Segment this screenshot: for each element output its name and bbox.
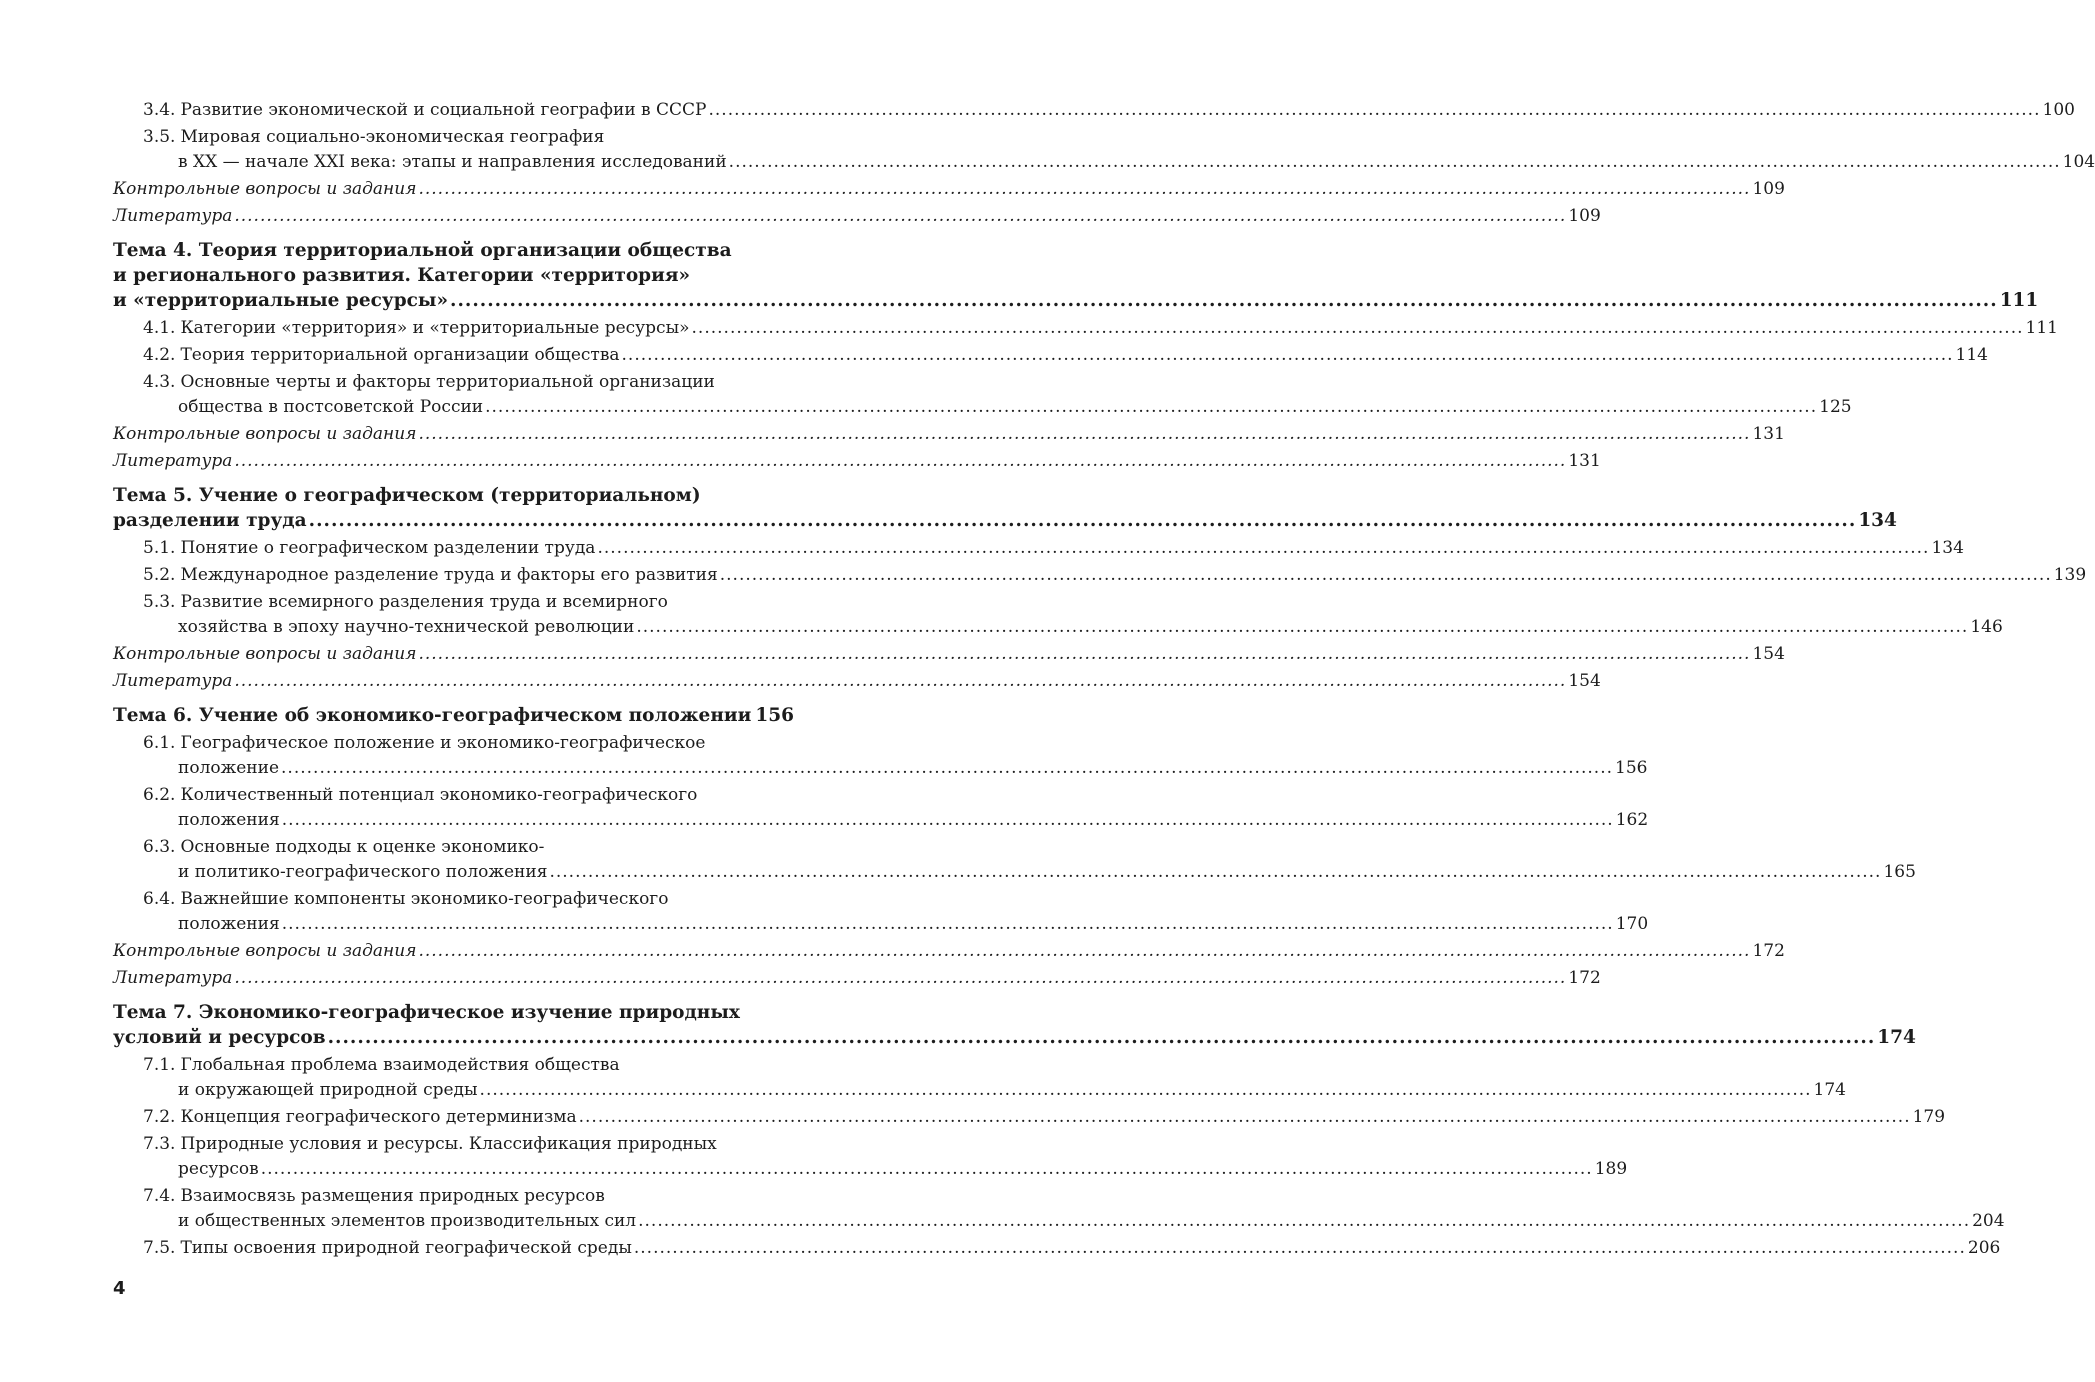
page-ref: 134	[1858, 510, 1897, 531]
toc-entry-line	[143, 1184, 788, 1209]
toc-aux-entry[interactable]	[113, 642, 1785, 667]
toc-entry-line	[143, 536, 1964, 561]
toc-entry-line	[143, 1157, 1628, 1182]
toc-aux-entry[interactable]	[113, 177, 1785, 202]
dot-leader	[309, 508, 1857, 533]
toc-entry-line	[113, 966, 1601, 991]
section-number: 6.2.	[143, 785, 176, 805]
entry-title-text: условий и ресурсов	[113, 1027, 326, 1048]
toc-section-entry[interactable]	[113, 835, 1916, 885]
toc-entry-line	[143, 316, 2058, 341]
toc-entry-line	[143, 1209, 2005, 1234]
dot-leader	[281, 756, 1613, 781]
entry-title-text: Географическое положение и экономико-географическое	[180, 733, 706, 753]
dot-leader	[418, 939, 1750, 964]
page-ref: 174	[1877, 1027, 1916, 1048]
table-of-contents	[113, 98, 2095, 1263]
section-number: 3.5.	[143, 127, 176, 147]
toc-entry-line	[143, 370, 788, 395]
entry-title-text: и регионального развития. Категории «территория»	[113, 265, 691, 286]
toc-entry-line	[143, 808, 1649, 833]
toc-entry-line	[143, 1078, 1846, 1103]
toc-entry-line	[113, 1025, 1916, 1050]
entry-title-text: Тема 5. Учение о географическом (территориальном)	[113, 485, 701, 506]
entry-title-text: в XX — начале XXI века: этапы и направления исследований	[178, 152, 727, 172]
page-ref: 111	[1999, 290, 2039, 311]
toc-entry-line	[143, 1105, 1946, 1130]
section-number: 7.2.	[143, 1107, 176, 1127]
page-ref: 104	[2062, 152, 2095, 172]
toc-aux-entry[interactable]	[113, 966, 1601, 991]
page-ref: 134	[1931, 538, 1964, 558]
toc-entry-line	[143, 395, 1852, 420]
page-number: 4	[113, 1278, 126, 1299]
toc-entry-line	[113, 1000, 788, 1025]
toc-section-entry[interactable]	[113, 125, 2095, 175]
entry-title-text: Понятие о географическом разделении труда	[180, 538, 596, 558]
page-ref: 162	[1615, 810, 1649, 830]
toc-section-entry[interactable]	[113, 590, 2003, 640]
entry-title-text: Природные условия и ресурсы. Классификация природных	[180, 1134, 717, 1154]
toc-section-entry[interactable]	[113, 1105, 1946, 1130]
toc-entry-line	[113, 483, 788, 508]
toc-section-entry[interactable]	[113, 316, 2058, 341]
toc-entry-line	[143, 835, 788, 860]
page-ref: 139	[2053, 565, 2087, 585]
entry-title-text: Развитие экономической и социальной географии в СССР	[180, 100, 707, 120]
toc-entry-line	[113, 422, 1785, 447]
dot-leader	[549, 860, 1881, 885]
dot-leader	[634, 1236, 1966, 1261]
entry-title-text: Количественный потенциал экономико-географического	[180, 785, 698, 805]
entry-title-text: Контрольные вопросы и задания	[113, 179, 417, 199]
entry-title-text: Литература	[113, 968, 233, 988]
toc-entry-line	[143, 756, 1648, 781]
entry-title-text: Литература	[113, 451, 233, 471]
toc-section-entry[interactable]	[113, 887, 1649, 937]
toc-aux-entry[interactable]	[113, 449, 1601, 474]
entry-title-text: положения	[178, 810, 280, 830]
section-number: 5.1.	[143, 538, 176, 558]
dot-leader	[450, 288, 1998, 313]
toc-entry-line	[143, 1053, 788, 1078]
entry-title-text: положения	[178, 914, 280, 934]
dot-leader	[720, 563, 2052, 588]
section-number: 6.3.	[143, 837, 176, 857]
page-ref: 172	[1752, 941, 1785, 961]
page-ref: 154	[1568, 671, 1601, 691]
toc-topic-entry[interactable]	[113, 238, 2039, 313]
toc-entry-line	[113, 449, 1601, 474]
toc-entry-line	[143, 912, 1649, 937]
page-ref: 156	[755, 705, 794, 726]
toc-section-entry[interactable]	[113, 343, 1988, 368]
toc-section-entry[interactable]	[113, 98, 2075, 123]
page-ref: 125	[1819, 397, 1852, 417]
toc-entry-line	[143, 1236, 2001, 1261]
page-ref: 109	[1752, 179, 1785, 199]
dot-leader	[480, 1078, 1812, 1103]
entry-title-text: Основные подходы к оценке экономико-	[180, 837, 545, 857]
toc-entry-line	[113, 177, 1785, 202]
dot-leader	[234, 204, 1566, 229]
entry-title-text: Контрольные вопросы и задания	[113, 941, 417, 961]
entry-title-text: Контрольные вопросы и задания	[113, 644, 417, 664]
entry-title-text: Категории «территория» и «территориальные ресурсы»	[180, 318, 690, 338]
toc-section-entry[interactable]	[113, 1184, 2005, 1234]
entry-title-text: разделении труда	[113, 510, 307, 531]
page-ref: 189	[1594, 1159, 1628, 1179]
page-ref: 100	[2042, 100, 2075, 120]
toc-section-entry[interactable]	[113, 783, 1649, 833]
toc-entry-line	[113, 669, 1601, 694]
toc-entry-line	[143, 731, 788, 756]
section-number: 7.5.	[143, 1238, 176, 1258]
entry-title-text: Глобальная проблема взаимодействия общества	[180, 1055, 620, 1075]
entry-title-text: Взаимосвязь размещения природных ресурсов	[180, 1186, 605, 1206]
page-ref: 170	[1615, 914, 1649, 934]
entry-title-text: Мировая социально-экономическая география	[180, 127, 605, 147]
entry-title-text: Контрольные вопросы и задания	[113, 424, 417, 444]
dot-leader	[692, 316, 2024, 341]
entry-title-text: Тема 7. Экономико-географическое изучение природных	[113, 1002, 740, 1023]
dot-leader	[261, 1157, 1593, 1182]
dot-leader	[597, 536, 1929, 561]
toc-section-entry[interactable]	[113, 563, 2087, 588]
toc-section-entry[interactable]	[113, 731, 1648, 781]
toc-entry-line	[143, 563, 2087, 588]
entry-title-text: ресурсов	[178, 1159, 259, 1179]
toc-aux-entry[interactable]	[113, 204, 1601, 229]
toc-entry-line	[143, 150, 2095, 175]
entry-title-text: положение	[178, 758, 280, 778]
toc-entry-line	[143, 343, 1988, 368]
section-number: 6.4.	[143, 889, 176, 909]
dot-leader	[636, 615, 1968, 640]
dot-leader	[234, 669, 1566, 694]
dot-leader	[418, 642, 1750, 667]
dot-leader	[418, 422, 1750, 447]
toc-section-entry[interactable]	[113, 1236, 2001, 1261]
toc-entry-line	[113, 288, 2039, 313]
dot-leader	[622, 343, 1954, 368]
toc-entry-line	[143, 887, 788, 912]
toc-entry-line	[113, 263, 788, 288]
section-number: 4.2.	[143, 345, 176, 365]
entry-title-text: хозяйства в эпоху научно-технической революции	[178, 617, 635, 637]
toc-entry-line	[113, 238, 788, 263]
dot-leader	[234, 449, 1566, 474]
page-ref: 114	[1955, 345, 1988, 365]
section-number: 7.1.	[143, 1055, 176, 1075]
toc-section-entry[interactable]	[113, 1132, 1628, 1182]
entry-title-text: Основные черты и факторы территориальной организации	[180, 372, 715, 392]
section-number: 6.1.	[143, 733, 176, 753]
entry-title-text: Литература	[113, 206, 233, 226]
page-ref: 146	[1970, 617, 2003, 637]
dot-leader	[709, 98, 2041, 123]
page-ref: 179	[1912, 1107, 1946, 1127]
section-number: 7.3.	[143, 1134, 176, 1154]
toc-entry-line	[143, 590, 788, 615]
page-ref: 109	[1568, 206, 1601, 226]
dot-leader	[418, 177, 1750, 202]
page-ref: 156	[1615, 758, 1648, 778]
entry-title-text: и «территориальные ресурсы»	[113, 290, 449, 311]
page-ref: 174	[1813, 1080, 1846, 1100]
entry-title-text: Теория территориальной организации общества	[180, 345, 620, 365]
toc-section-entry[interactable]	[113, 1053, 1846, 1103]
entry-title-text: общества в постсоветской России	[178, 397, 484, 417]
page-ref: 204	[1972, 1211, 2005, 1231]
entry-title-text: и политико-географического положения	[178, 862, 548, 882]
toc-aux-entry[interactable]	[113, 422, 1785, 447]
entry-title-text: Тема 6. Учение об экономико-географическом положении	[113, 705, 752, 726]
entry-title-text: Литература	[113, 671, 233, 691]
section-number: 5.3.	[143, 592, 176, 612]
page-ref: 131	[1568, 451, 1601, 471]
toc-topic-entry[interactable]	[113, 703, 794, 728]
entry-title-text: Тема 4. Теория территориальной организации общества	[113, 240, 732, 261]
dot-leader	[282, 912, 1614, 937]
toc-aux-entry[interactable]	[113, 939, 1785, 964]
page-ref: 172	[1568, 968, 1601, 988]
dot-leader	[638, 1209, 1970, 1234]
toc-entry-line	[113, 703, 794, 728]
toc-entry-line	[143, 783, 788, 808]
entry-title-text: Развитие всемирного разделения труда и всемирного	[180, 592, 668, 612]
dot-leader	[328, 1025, 1876, 1050]
toc-topic-entry[interactable]	[113, 1000, 1916, 1050]
toc-entry-line	[113, 939, 1785, 964]
entry-title-text: Важнейшие компоненты экономико-географического	[180, 889, 669, 909]
toc-section-entry[interactable]	[113, 370, 1852, 420]
toc-entry-line	[143, 860, 1916, 885]
toc-entry-line	[143, 1132, 788, 1157]
page-ref: 165	[1883, 862, 1916, 882]
page-ref: 206	[1967, 1238, 2001, 1258]
toc-section-entry[interactable]	[113, 536, 1964, 561]
dot-leader	[729, 150, 2061, 175]
section-number: 5.2.	[143, 565, 176, 585]
section-number: 4.1.	[143, 318, 176, 338]
entry-title-text: Типы освоения природной географической среды	[180, 1238, 632, 1258]
toc-entry-line	[143, 125, 788, 150]
page-ref: 111	[2025, 318, 2058, 338]
toc-aux-entry[interactable]	[113, 669, 1601, 694]
toc-entry-line	[113, 204, 1601, 229]
toc-entry-line	[143, 615, 2003, 640]
entry-title-text: и окружающей природной среды	[178, 1080, 478, 1100]
section-number: 7.4.	[143, 1186, 176, 1206]
section-number: 4.3.	[143, 372, 176, 392]
dot-leader	[485, 395, 1817, 420]
section-number: 3.4.	[143, 100, 176, 120]
toc-entry-line	[113, 508, 1897, 533]
entry-title-text: Концепция географического детерминизма	[180, 1107, 577, 1127]
toc-entry-line	[113, 642, 1785, 667]
entry-title-text: Международное разделение труда и факторы его развития	[180, 565, 718, 585]
entry-title-text: и общественных элементов производительных сил	[178, 1211, 637, 1231]
toc-topic-entry[interactable]	[113, 483, 1897, 533]
dot-leader	[282, 808, 1614, 833]
toc-entry-line	[143, 98, 2075, 123]
dot-leader	[579, 1105, 1911, 1130]
dot-leader	[234, 966, 1566, 991]
page-ref: 131	[1752, 424, 1785, 444]
page-ref: 154	[1752, 644, 1785, 664]
